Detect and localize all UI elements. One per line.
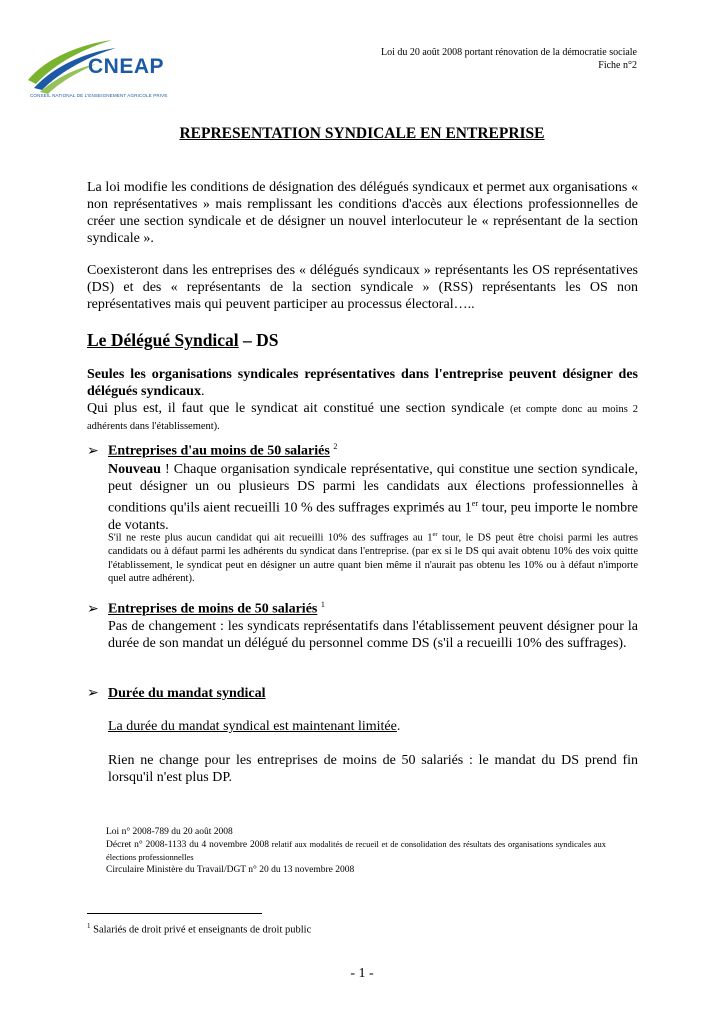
arrow-right-icon: ➢	[87, 443, 99, 459]
page-number: - 1 -	[350, 966, 374, 981]
bullet-1-note-b: tour, le DS peut être choisi parmi les autres candidats ou à défaut parmi les adhérents du syndicat dans l'entreprise. (par ex si le DS qui avait obtenu 10% des voix quitte l'établissement, le syndicat peut en désigner un autre quant bien même il n'aurait pas obtenu les 10% ou à défaut n'importe quel autre adhérent).	[108, 532, 638, 584]
bullet-heading-3	[87, 685, 266, 702]
bullet-1-note-sup: er	[432, 531, 438, 538]
bullet-3-p1-underlined: La durée du mandat syndical est maintenant limitée	[108, 719, 397, 734]
bullet-1-note	[108, 528, 638, 586]
reference-2-small: relatif aux modalités de recueil et de consolidation des résultats des organisations syndicales aux élections professionnelles	[106, 839, 606, 862]
lead-bold: Seules les organisations syndicales représentatives dans l'entreprise peuvent désigner des délégués syndicaux	[87, 367, 638, 399]
footnote-divider	[87, 913, 262, 914]
bullet-heading-1	[87, 442, 337, 460]
footnote-mark: 1	[87, 922, 91, 930]
bullet-1-text-a: ! Chaque organisation syndicale représentative, qui constitue une section syndicale, peut désigner un ou plusieurs DS parmi les candidats aux élections professionnelles à conditions qu'ils aient recueilli 10 % des suffrages exprimés au 1	[108, 462, 638, 516]
bullet-3-p1-end: .	[396, 719, 401, 734]
bullet-3-paragraph-2: Rien ne change pour les entreprises de moins de 50 salariés : le mandat du DS prend fin lorsqu'il n'est plus DP.	[108, 753, 638, 785]
header-law: Loi du 20 août 2008 portant rénovation de la démocratie sociale	[380, 47, 637, 58]
section-heading-underlined: Le Délégué Syndical	[87, 330, 239, 350]
bullet-1-text-b: tour, peu importe le nombre de votants.	[108, 500, 638, 533]
reference-1: Loi n° 2008-789 du 20 août 2008	[106, 827, 233, 837]
bullet-heading-2	[87, 600, 325, 618]
bullet-heading-1-sup: 2	[333, 442, 338, 451]
lead-paragraph	[87, 366, 638, 400]
bullet-1-text	[108, 461, 638, 534]
lead-line-2-small: (et compte donc au moins 2 adhérents dans l'établissement).	[87, 404, 638, 432]
logo-subtitle: CONSEIL NATIONAL DE L'ENSEIGNEMENT AGRICOLE PRIVE	[30, 93, 168, 98]
footnote	[87, 922, 311, 936]
bullet-2-text: Pas de changement : les syndicats représentatifs dans l'établissement peuvent désigner pour la durée de son mandat un délégué du personnel comme DS (s'il a recueilli 10% des suffrages).	[108, 619, 638, 651]
intro-paragraph-2: Coexisteront dans les entreprises des « délégués syndicaux » représentants les OS représentatives (DS) et des « représentants de la section syndicale » (RSS) représentants les OS non représentatives mais qui peuvent participer au processus électoral…..	[87, 263, 638, 312]
reference-2-main: Décret n° 2008-1133 du 4 novembre 2008	[106, 840, 272, 850]
arrow-right-icon: ➢	[87, 601, 99, 617]
bullet-1-text-sup: er	[471, 499, 479, 508]
page-header	[381, 46, 637, 72]
bullet-heading-3-label: Durée du mandat syndical	[108, 686, 266, 701]
bullet-3-paragraph-1	[108, 718, 638, 735]
bullet-heading-2-label: Entreprises de moins de 50 salariés	[108, 601, 318, 617]
header-sheet-number: Fiche n°2	[598, 60, 637, 71]
section-heading	[87, 330, 279, 351]
legal-references	[106, 826, 606, 876]
bullet-1-note-a: S'il ne reste plus aucun candidat qui ait recueilli 10% des suffrages au 1	[108, 532, 433, 544]
page-title: REPRESENTATION SYNDICALE EN ENTREPRISE	[179, 125, 545, 142]
bullet-heading-1-label: Entreprises d'au moins de 50 salariés	[108, 443, 330, 459]
reference-3: Circulaire Ministère du Travail/DGT n° 20 du 13 novembre 2008	[106, 865, 355, 875]
lead-line-2-text: Qui plus est, il faut que le syndicat ait constitué une section syndicale	[87, 401, 510, 416]
arrow-right-icon: ➢	[87, 686, 99, 701]
footnote-text: Salariés de droit privé et enseignants de droit public	[90, 924, 312, 936]
cneap-logo	[26, 36, 166, 110]
logo-wordmark: CNEAP	[88, 55, 165, 78]
intro-paragraph-1: La loi modifie les conditions de désignation des délégués syndicaux et permet aux organisations « non représentatives » mais remplissant les conditions d'accès aux élections professionnelles de créer une section syndicale et de désigner un nouvel interlocuteur le « représentant de la section syndicale ».	[87, 180, 638, 246]
lead-period: .	[200, 384, 205, 399]
reference-2	[106, 838, 606, 864]
section-lead	[87, 366, 638, 434]
section-heading-rest: – DS	[238, 330, 279, 350]
lead-line-2	[87, 400, 638, 434]
bullet-heading-2-sup: 1	[320, 600, 325, 609]
nouveau-label: Nouveau	[108, 462, 161, 477]
